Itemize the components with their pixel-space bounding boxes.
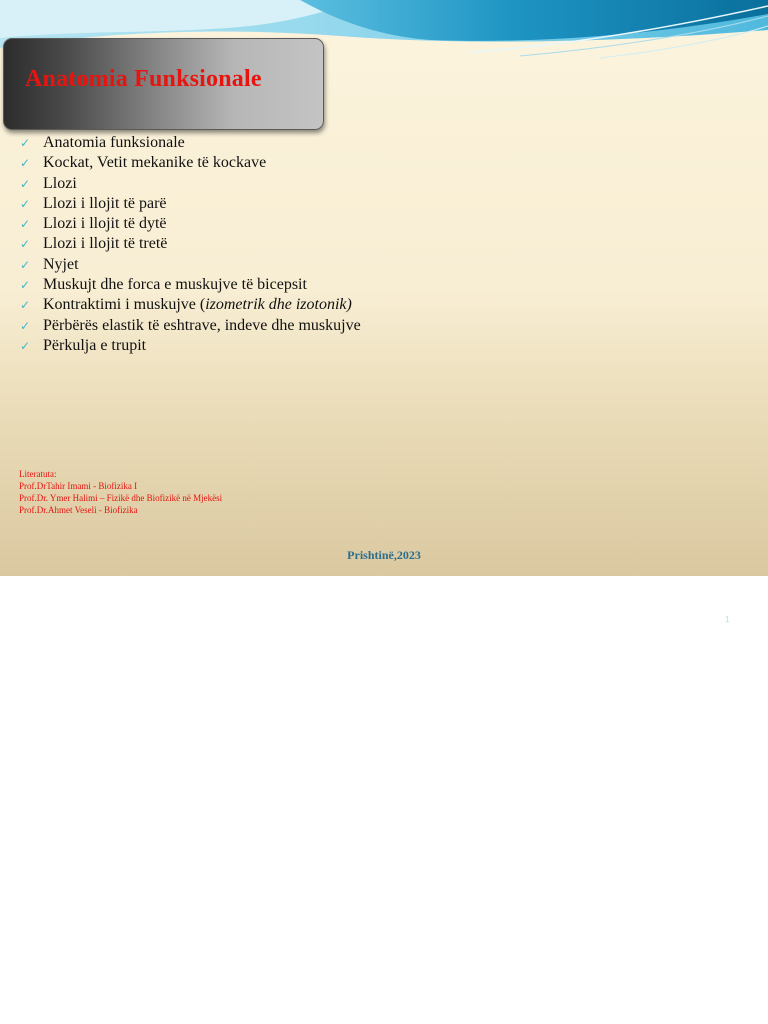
list-item: ✓ Nyjet (20, 255, 79, 273)
list-item: ✓ Llozi i llojit të parë (20, 194, 167, 212)
list-item: ✓ Përbërës elastik të eshtrave, indeve dhe muskujve (20, 316, 361, 334)
reference-item: Prof.Dr.Ahmet Veseli - Biofizika (19, 505, 138, 515)
checkmark-icon: ✓ (20, 338, 31, 353)
checkmark-icon: ✓ (20, 156, 31, 171)
references (19, 468, 222, 516)
reference-item: Prof.DrTahir Imami - Biofizika I (19, 481, 138, 491)
topic-list (20, 134, 361, 357)
checkmark-icon: ✓ (20, 136, 31, 150)
slide-title: Anatomia Funksionale (25, 66, 262, 92)
italic-note: izometrik dhe izotonik) (205, 296, 352, 314)
list-item: ✓ Kockat, Vetit mekanike të kockave (20, 154, 267, 172)
list-item: ✓ Llozi i llojit të tretë (20, 235, 168, 253)
list-item: ✓ Anatomia funksionale (20, 134, 185, 151)
references-heading: Literatuta: (19, 469, 57, 479)
checkmark-icon: ✓ (20, 196, 31, 211)
title-box (3, 38, 324, 130)
checkmark-icon: ✓ (20, 237, 31, 252)
list-item: ✓ Përkulja e trupit (20, 336, 147, 354)
checkmark-icon: ✓ (20, 257, 31, 272)
list-item: ✓ Kontraktimi i muskujve (izometrik dhe izotonik) (20, 296, 352, 314)
list-item: ✓ Muskujt dhe forca e muskujve të bicepsit (20, 276, 307, 294)
reference-item: Prof.Dr. Ymer Halimi – Fizikë dhe Biofizikë në Mjekësi (19, 493, 223, 503)
checkmark-icon: ✓ (20, 176, 31, 191)
place-date: Prishtinë,2023 (347, 548, 421, 562)
checkmark-icon: ✓ (20, 318, 31, 333)
list-item: ✓ Llozi (20, 174, 77, 192)
checkmark-icon: ✓ (20, 298, 31, 313)
page-number: 1 (725, 615, 730, 624)
checkmark-icon: ✓ (20, 278, 31, 293)
list-item: ✓ Llozi i llojit të dytë (20, 215, 167, 233)
checkmark-icon: ✓ (20, 217, 31, 232)
